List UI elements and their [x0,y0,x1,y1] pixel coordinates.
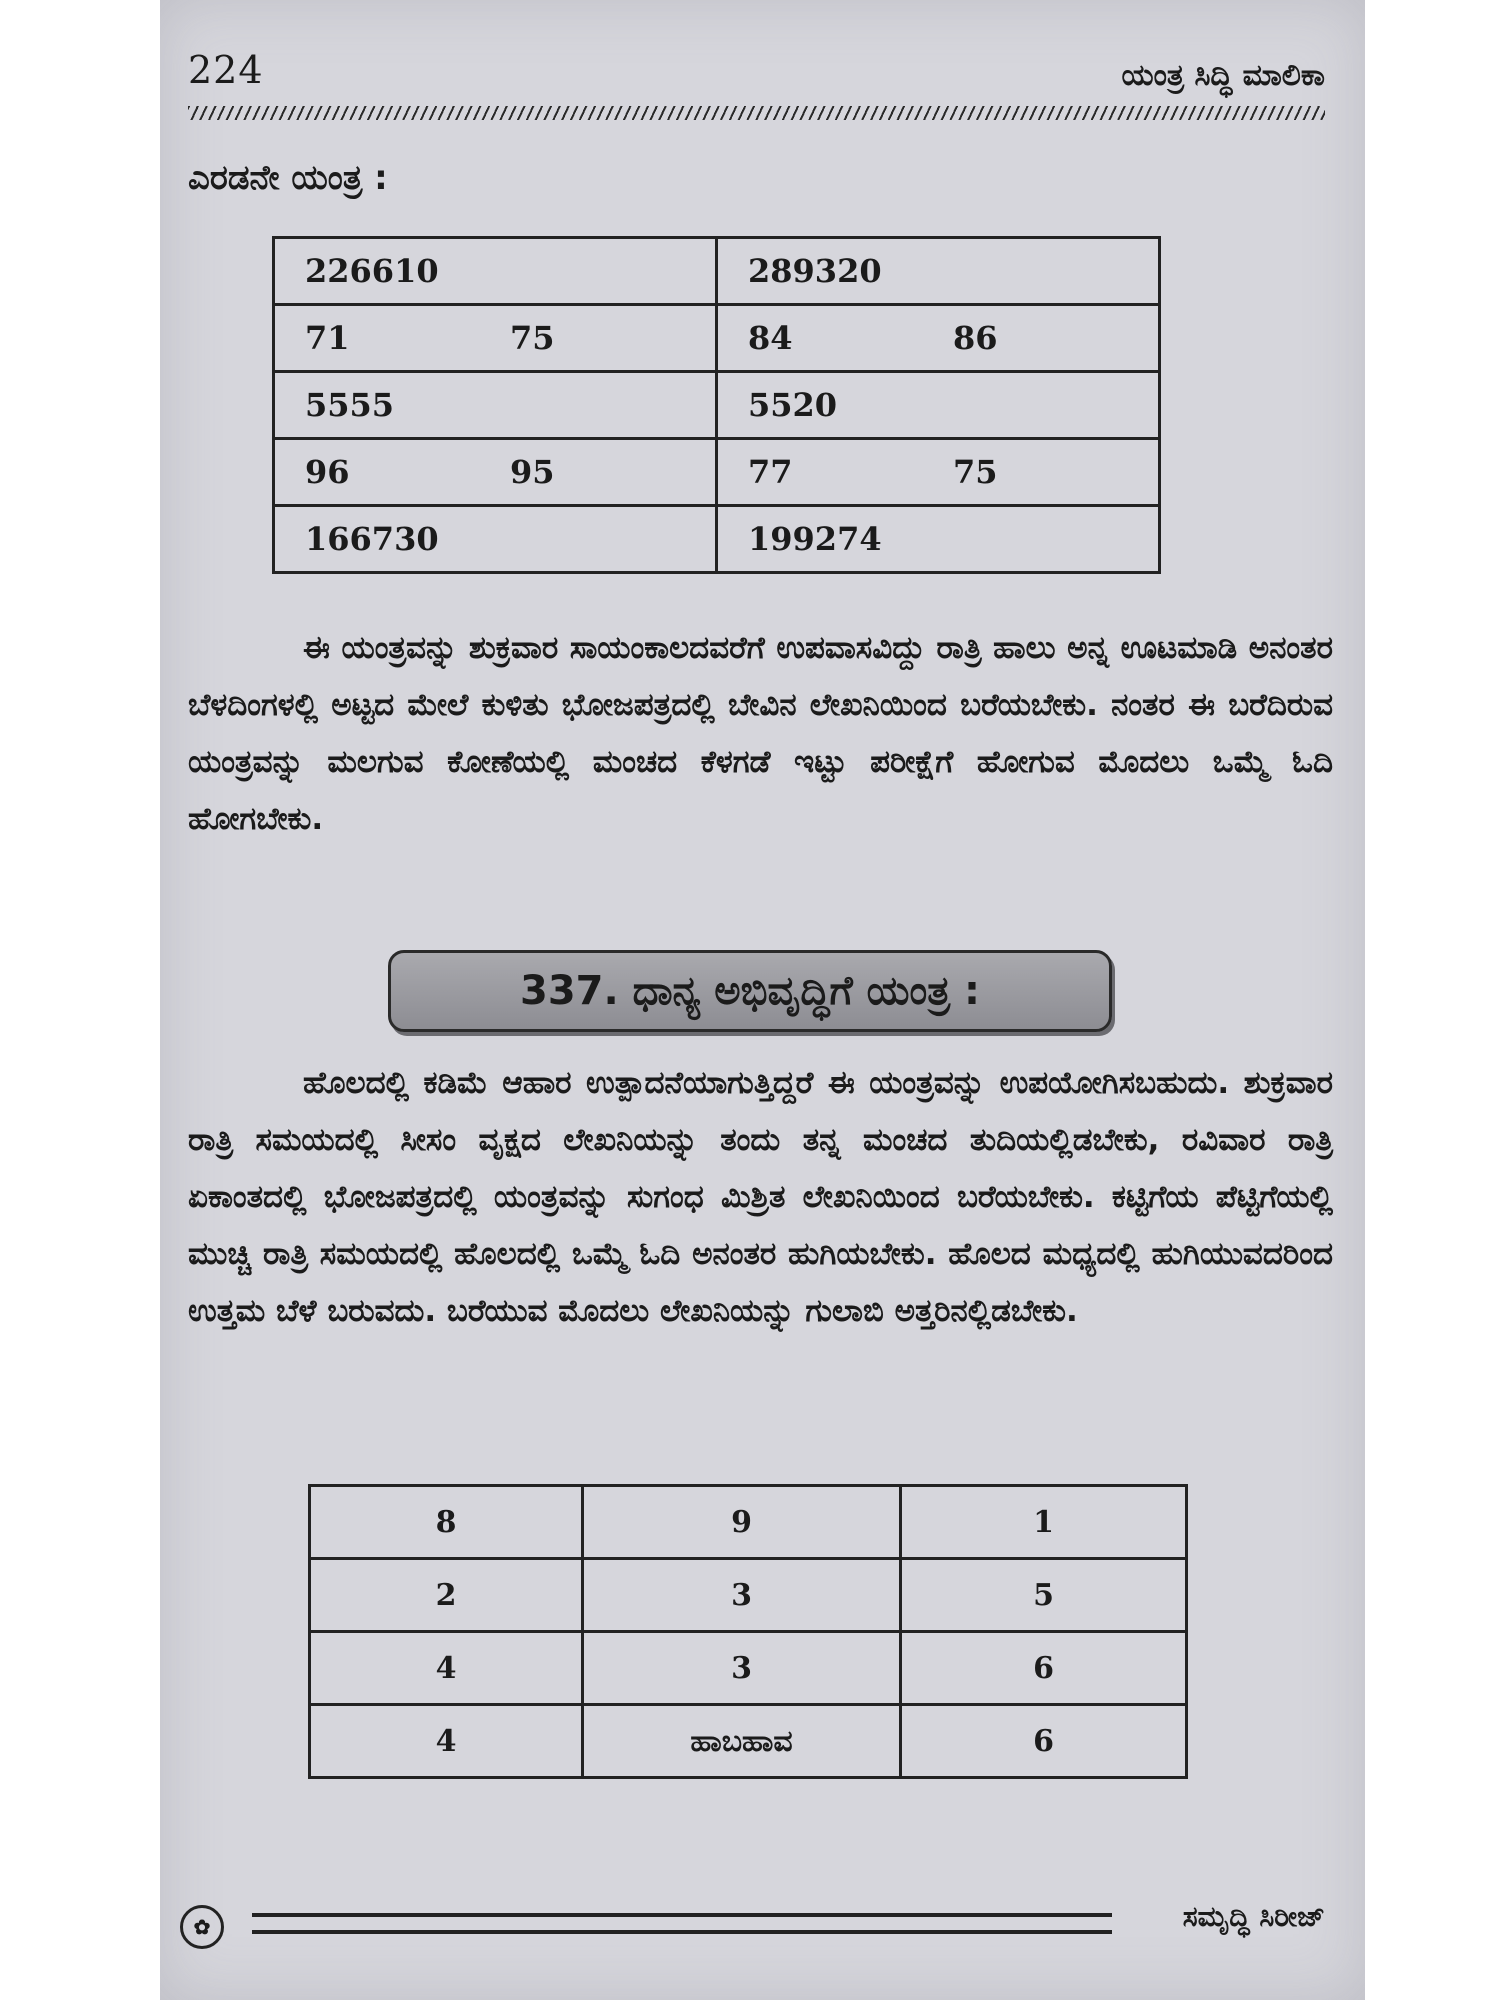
section-heading: 337. ಧಾನ್ಯ ಅಭಿವೃದ್ಧಿಗೆ ಯಂತ್ರ : [388,950,1112,1032]
cell-value: 77 [748,453,793,491]
header-rule [188,106,1325,120]
yantra-table-two [308,1484,1188,1779]
table-cell: 4 [310,1632,583,1705]
table-cell [717,305,1160,372]
table-row [274,305,1160,372]
table-cell: 6 [901,1632,1187,1705]
table-row [274,238,1160,305]
book-page [160,0,1365,2000]
cell-value: 95 [510,453,555,491]
table-cell: 289320 [717,238,1160,305]
section-label: ಎರಡನೇ ಯಂತ್ರ : [188,158,388,198]
table-row [310,1632,1187,1705]
table-cell [717,439,1160,506]
paragraph-two: ಹೊಲದಲ್ಲಿ ಕಡಿಮೆ ಆಹಾರ ಉತ್ಪಾದನೆಯಾಗುತ್ತಿದ್ದರೆ ಈ ಯಂತ್ರವನ್ನು ಉಪಯೋಗಿಸಬಹುದು. ಶುಕ್ರವಾರ ರಾತ್ರಿ ಸಮಯದಲ್ಲಿ ಸೀಸಂ ವೃಕ್ಷದ ಲೇಖನಿಯನ್ನು ತಂದು ತನ್ನ ಮಂಚದ ತುದಿಯಲ್ಲಿಡಬೇಕು, ರವಿವಾರ ರಾತ್ರಿ ಏಕಾಂತದಲ್ಲಿ ಭೋಜಪತ್ರದಲ್ಲಿ ಯಂತ್ರವನ್ನು ಸುಗಂಧ ಮಿಶ್ರಿತ ಲೇಖನಿಯಿಂದ ಬರೆಯಬೇಕು. ಕಟ್ಟಿಗೆಯ ಪೆಟ್ಟಿಗೆಯಲ್ಲಿ ಮುಚ್ಚಿ ರಾತ್ರಿ ಸಮಯದಲ್ಲಿ ಹೊಲದಲ್ಲಿ ಒಮ್ಮೆ ಓದಿ ಅನಂತರ ಹುಗಿಯಬೇಕು. ಹೊಲದ ಮಧ್ಯದಲ್ಲಿ ಹುಗಿಯುವದರಿಂದ ಉತ್ತಮ ಬೆಳೆ ಬರುವದು. ಬರೆಯುವ ಮೊದಲು ಲೇಖನಿಯನ್ನು ಗುಲಾಬಿ ಅತ್ತರಿನಲ್ಲಿಡಬೇಕು. [188,1065,1333,1329]
table-row [274,372,1160,439]
table-cell [274,305,717,372]
running-title: ಯಂತ್ರ ಸಿದ್ಧಿ ಮಾಲಿಕಾ [1121,58,1325,93]
table-cell: 199274 [717,506,1160,573]
table-row [274,506,1160,573]
table-row [310,1705,1187,1778]
page-number: 224 [188,48,264,92]
table-row [310,1559,1187,1632]
series-name: ಸಮೃದ್ಧಿ ಸಿರೀಜ್ [1182,1900,1325,1933]
cell-value: 86 [953,319,998,357]
table-cell: 8 [310,1486,583,1559]
table-cell: 9 [583,1486,901,1559]
table-cell: 5 [901,1559,1187,1632]
table-cell: 5555 [274,372,717,439]
table-cell: 5520 [717,372,1160,439]
publisher-logo-icon: ✿ [180,1905,224,1949]
cell-value: 75 [510,319,555,357]
table-cell: 226610 [274,238,717,305]
table-row [274,439,1160,506]
table-cell: 3 [583,1632,901,1705]
cell-value: 75 [953,453,998,491]
cell-value: 71 [305,319,350,357]
table-cell: 2 [310,1559,583,1632]
table-cell: 166730 [274,506,717,573]
table-cell: 6 [901,1705,1187,1778]
footer-rule [252,1913,1112,1934]
table-cell [274,439,717,506]
cell-value: 84 [748,319,793,357]
table-cell: ಹಾಬಹಾವ [583,1705,901,1778]
yantra-table-one [272,236,1161,574]
paragraph-one: ಈ ಯಂತ್ರವನ್ನು ಶುಕ್ರವಾರ ಸಾಯಂಕಾಲದವರೆಗೆ ಉಪವಾಸವಿದ್ದು ರಾತ್ರಿ ಹಾಲು ಅನ್ನ ಊಟಮಾಡಿ ಅನಂತರ ಬೆಳದಿಂಗಳಲ್ಲಿ ಅಟ್ಟದ ಮೇಲೆ ಕುಳಿತು ಭೋಜಪತ್ರದಲ್ಲಿ ಬೇವಿನ ಲೇಖನಿಯಿಂದ ಬರೆಯಬೇಕು. ನಂತರ ಈ ಬರೆದಿರುವ ಯಂತ್ರವನ್ನು ಮಲಗುವ ಕೋಣೆಯಲ್ಲಿ ಮಂಚದ ಕೆಳಗಡೆ ಇಟ್ಟು ಪರೀಕ್ಷೆಗೆ ಹೋಗುವ ಮೊದಲು ಒಮ್ಮೆ ಓದಿ ಹೋಗಬೇಕು. [188,630,1333,837]
cell-value: 96 [305,453,350,491]
table-cell: 4 [310,1705,583,1778]
table-cell: 3 [583,1559,901,1632]
table-row [310,1486,1187,1559]
table-cell: 1 [901,1486,1187,1559]
